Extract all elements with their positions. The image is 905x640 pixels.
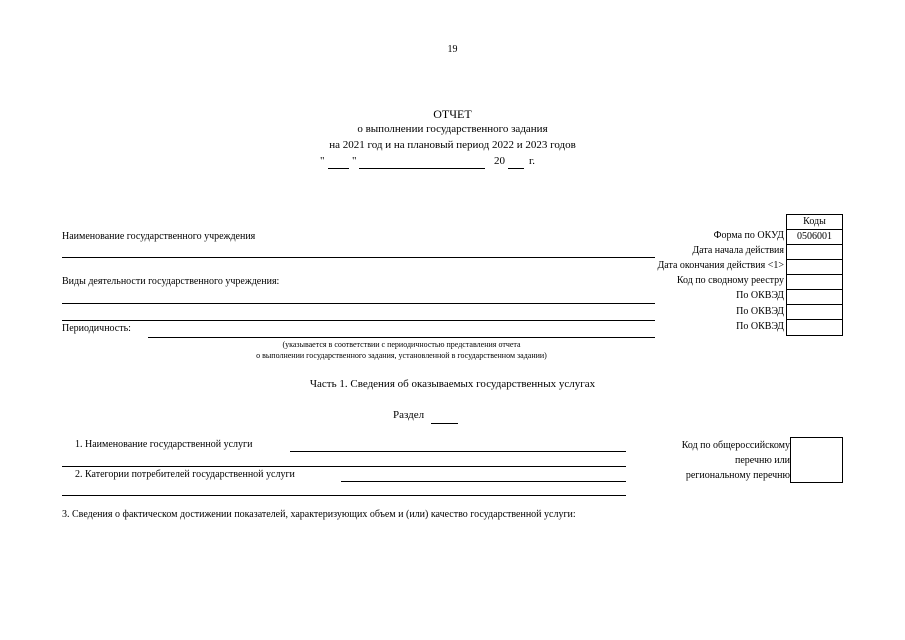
report-subtitle-2: на 2021 год и на плановый период 2022 и 2023 годов — [329, 139, 576, 151]
code-label-3: региональному перечню — [685, 470, 790, 481]
institution-name-field[interactable] — [62, 257, 655, 258]
section-label: Раздел — [393, 409, 425, 421]
label-end-date: Дата окончания действия <1> — [657, 260, 784, 271]
item-3-text: 3. Сведения о фактическом достижении показателей, характеризующих объем и (или) качество государственной услуги: — [62, 509, 576, 520]
periodicity-label: Периодичность: — [62, 323, 131, 334]
service-code-cell[interactable] — [790, 437, 843, 483]
date-day-field[interactable] — [328, 168, 349, 169]
date-quote-open: " — [320, 155, 325, 167]
label-okud: Форма по ОКУД — [713, 230, 784, 241]
part1-title: Часть 1. Сведения об оказываемых государственных услугах — [309, 378, 596, 390]
date-year-prefix: 20 — [494, 155, 505, 167]
periodicity-note-1: (указывается в соответствии с периодичностью представления отчета — [282, 340, 521, 349]
codes-registry-cell[interactable] — [786, 274, 843, 290]
date-year-suffix: г. — [529, 155, 536, 167]
codes-end-date-cell[interactable] — [786, 259, 843, 275]
codes-okved-cell-3[interactable] — [786, 319, 843, 336]
code-label-2: перечню или — [734, 455, 790, 466]
service-name-field[interactable] — [290, 451, 626, 452]
page-number: 19 — [447, 44, 458, 55]
date-month-field[interactable] — [359, 168, 485, 169]
date-quote-close: " — [352, 155, 357, 167]
consumers-field[interactable] — [341, 481, 626, 482]
codes-okved-cell-1[interactable] — [786, 289, 843, 305]
consumers-label: 2. Категории потребителей государственной услуги — [75, 469, 295, 480]
activities-field-1[interactable] — [62, 303, 655, 304]
date-year-field[interactable] — [508, 168, 524, 169]
code-label-1: Код по общероссийскому — [681, 440, 790, 451]
report-title: ОТЧЕТ — [433, 107, 472, 121]
section-number-field[interactable] — [431, 423, 458, 424]
periodicity-note-2: о выполнении государственного задания, установленной в государственном задании) — [256, 351, 547, 360]
label-start-date: Дата начала действия — [692, 245, 784, 256]
service-name-field-2[interactable] — [62, 466, 626, 467]
label-okved-3: По ОКВЭД — [736, 321, 784, 332]
activities-field-2[interactable] — [62, 320, 655, 321]
report-subtitle-1: о выполнении государственного задания — [357, 123, 548, 135]
periodicity-field[interactable] — [148, 337, 655, 338]
codes-okud-cell: 0506001 — [786, 229, 843, 245]
label-okved-2: По ОКВЭД — [736, 306, 784, 317]
consumers-field-2[interactable] — [62, 495, 626, 496]
label-okved-1: По ОКВЭД — [736, 290, 784, 301]
activities-label: Виды деятельности государственного учреждения: — [62, 276, 280, 287]
codes-header: Коды — [786, 214, 843, 229]
codes-start-date-cell[interactable] — [786, 244, 843, 260]
institution-label: Наименование государственного учреждения — [62, 231, 256, 242]
codes-okved-cell-2[interactable] — [786, 304, 843, 320]
service-name-label: 1. Наименование государственной услуги — [75, 439, 253, 450]
label-registry-code: Код по сводному реестру — [676, 275, 784, 286]
